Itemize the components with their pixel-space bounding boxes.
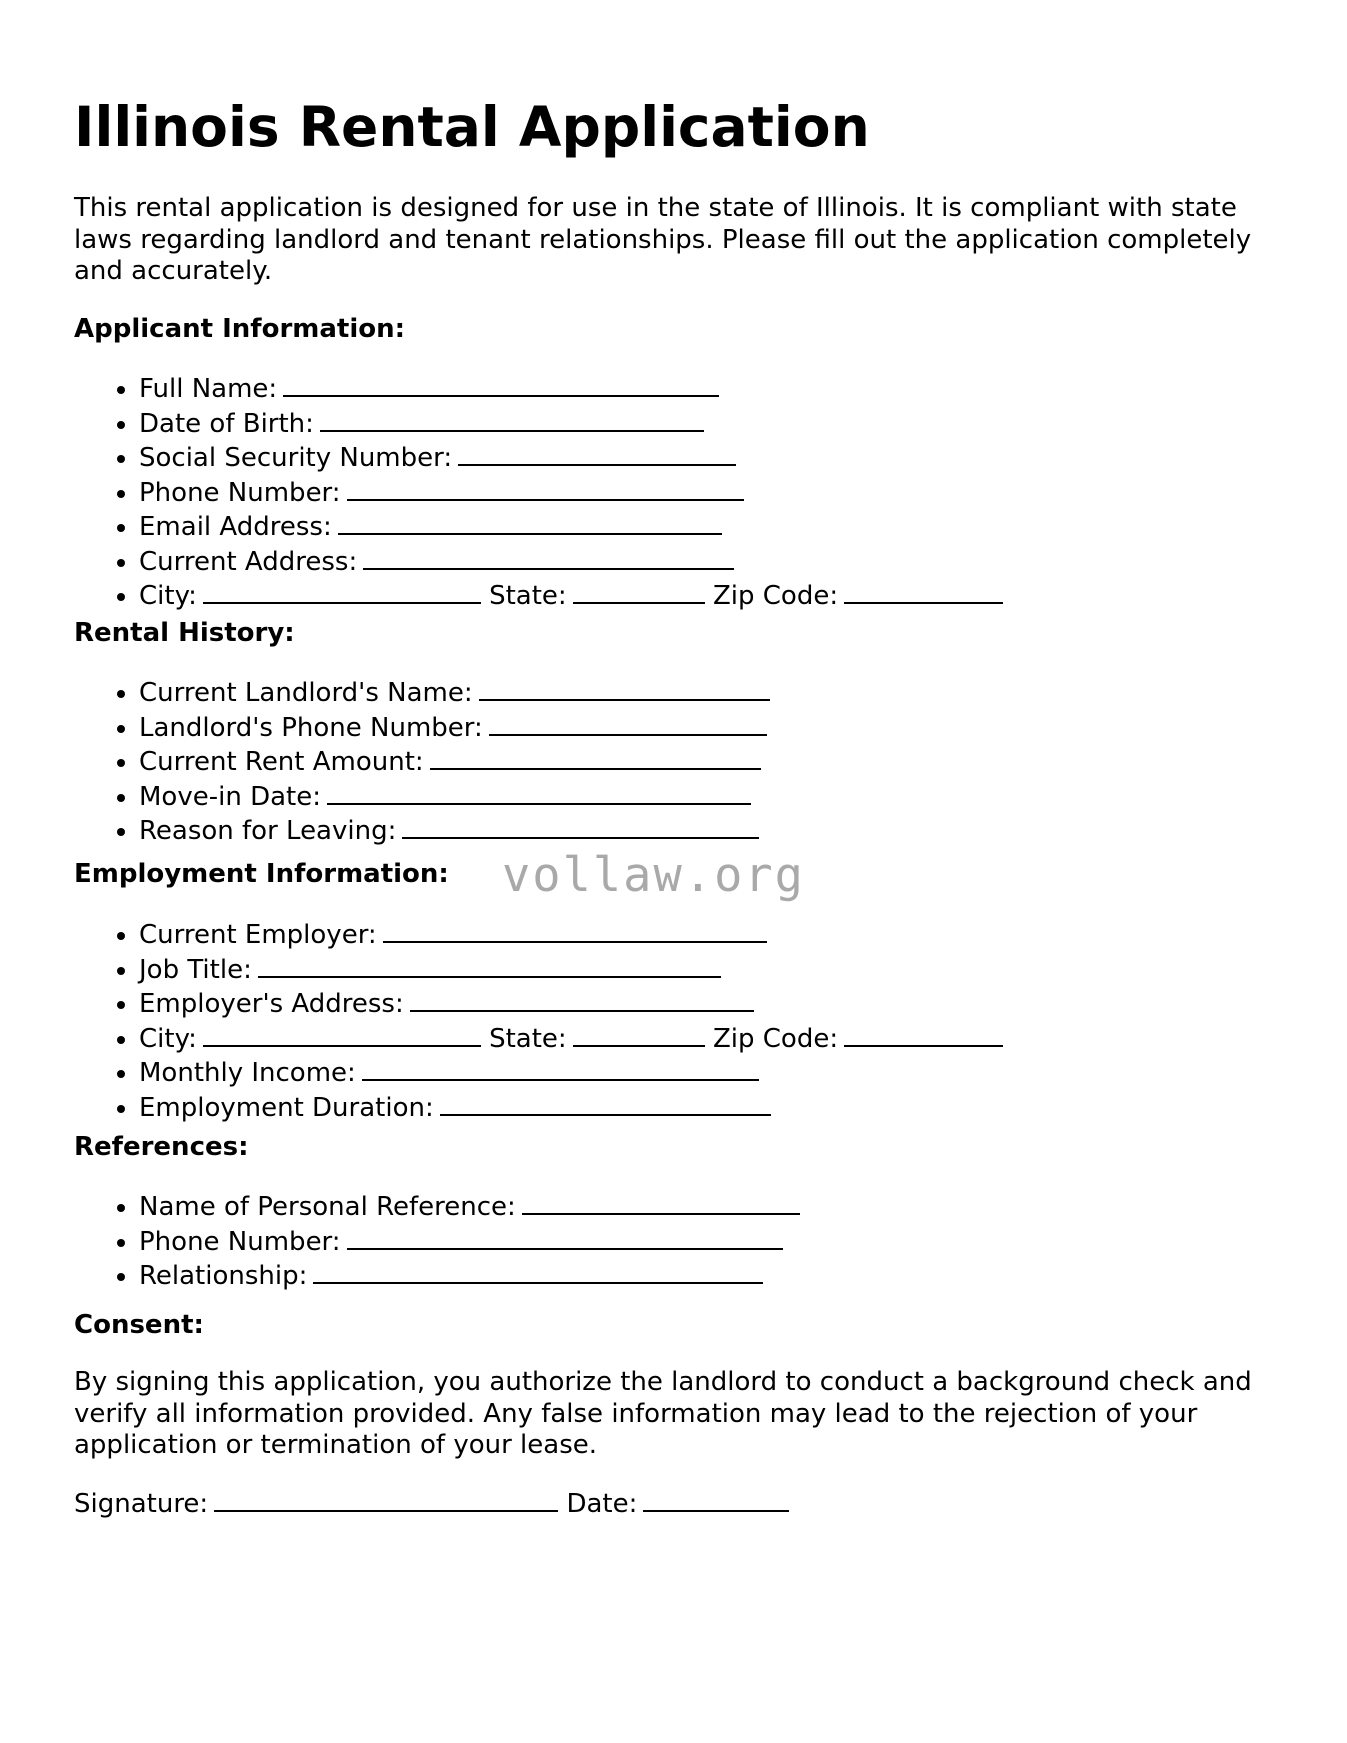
address-label: Current Address: — [139, 546, 358, 577]
landlord-name-field — [139, 675, 770, 710]
landlord-phone-field — [139, 710, 770, 745]
rent-blank[interactable] — [430, 744, 761, 770]
signature-row — [74, 1486, 789, 1521]
zip-label: Zip Code: — [712, 581, 839, 611]
consent-paragraph: By signing this application, you authorize the landlord to conduct a background check and verify all information provided. Any false information may lead to the rejection of your application or termination of your lease. — [74, 1367, 1252, 1460]
job-title-blank[interactable] — [258, 952, 721, 978]
ssn-blank[interactable] — [458, 440, 736, 466]
email-blank[interactable] — [338, 509, 722, 535]
full-name-field — [139, 371, 1003, 406]
employer-zip-blank[interactable] — [844, 1021, 1003, 1047]
job-title-label: Job Title: — [139, 954, 252, 985]
relationship-field — [139, 1258, 800, 1293]
applicant-heading: Applicant Information: — [74, 314, 406, 344]
duration-field — [139, 1090, 1003, 1125]
employer-city-blank[interactable] — [203, 1021, 481, 1047]
city-blank[interactable] — [203, 578, 481, 604]
phone-field — [139, 475, 1003, 510]
reason-label: Reason for Leaving: — [139, 816, 397, 846]
employer-city-label: City: — [139, 1023, 197, 1054]
watermark: vollaw.org — [502, 848, 805, 903]
ssn-field — [139, 440, 1003, 475]
dob-blank[interactable] — [320, 406, 704, 432]
landlord-phone-blank[interactable] — [489, 710, 767, 736]
signature-blank[interactable] — [214, 1486, 558, 1512]
rental-fields — [74, 675, 770, 848]
state-label: State: — [489, 581, 567, 611]
employer-address-field — [139, 986, 1003, 1021]
references-heading: References: — [74, 1132, 249, 1162]
move-in-blank[interactable] — [327, 779, 751, 805]
employer-field — [139, 917, 1003, 952]
dob-field — [139, 406, 1003, 441]
zip-blank[interactable] — [844, 578, 1003, 604]
employer-blank[interactable] — [383, 917, 767, 943]
rent-label: Current Rent Amount: — [139, 747, 424, 777]
date-label: Date: — [566, 1489, 638, 1519]
reference-phone-blank[interactable] — [347, 1224, 783, 1250]
employer-state-blank[interactable] — [573, 1021, 705, 1047]
move-in-field — [139, 779, 770, 814]
reference-name-blank[interactable] — [522, 1189, 800, 1215]
employment-heading: Employment Information: — [74, 859, 449, 889]
duration-blank[interactable] — [440, 1090, 771, 1116]
move-in-label: Move-in Date: — [139, 781, 321, 812]
reference-name-label: Name of Personal Reference: — [139, 1192, 516, 1222]
income-field — [139, 1055, 1003, 1090]
reference-phone-field — [139, 1224, 800, 1259]
consent-heading: Consent: — [74, 1310, 204, 1340]
reference-name-field — [139, 1189, 800, 1224]
full-name-label: Full Name: — [139, 374, 278, 404]
full-name-blank[interactable] — [283, 371, 719, 397]
landlord-name-blank[interactable] — [479, 675, 770, 701]
email-field — [139, 509, 1003, 544]
employment-fields — [74, 917, 1003, 1124]
reason-blank[interactable] — [402, 813, 759, 839]
landlord-name-label: Current Landlord's Name: — [139, 678, 473, 708]
applicant-fields — [74, 371, 1003, 613]
document-title: Illinois Rental Application — [74, 95, 870, 159]
phone-label: Phone Number: — [139, 477, 341, 508]
ssn-label: Social Security Number: — [139, 443, 453, 473]
landlord-phone-label: Landlord's Phone Number: — [139, 712, 483, 743]
reference-phone-label: Phone Number: — [139, 1226, 341, 1257]
rental-heading: Rental History: — [74, 618, 295, 648]
signature-label: Signature: — [74, 1489, 209, 1519]
email-label: Email Address: — [139, 512, 332, 542]
dob-label: Date of Birth: — [139, 408, 314, 439]
address-field — [139, 544, 1003, 579]
city-state-zip-field — [139, 578, 1003, 613]
employer-city-state-zip-field — [139, 1021, 1003, 1056]
date-blank[interactable] — [643, 1486, 789, 1512]
relationship-blank[interactable] — [313, 1258, 763, 1284]
intro-paragraph: This rental application is designed for use in the state of Illinois. It is compliant with state laws regarding landlord and tenant relationships. Please fill out the application completely and accurately. — [74, 193, 1252, 286]
city-label: City: — [139, 581, 197, 611]
employer-address-label: Employer's Address: — [139, 989, 404, 1019]
income-label: Monthly Income: — [139, 1058, 356, 1088]
employer-zip-label: Zip Code: — [712, 1023, 839, 1054]
rent-field — [139, 744, 770, 779]
address-blank[interactable] — [363, 544, 734, 570]
phone-blank[interactable] — [347, 475, 744, 501]
job-title-field — [139, 952, 1003, 987]
reason-field — [139, 813, 770, 848]
duration-label: Employment Duration: — [139, 1092, 434, 1123]
state-blank[interactable] — [573, 578, 705, 604]
references-fields — [74, 1189, 800, 1293]
employer-label: Current Employer: — [139, 920, 377, 950]
income-blank[interactable] — [362, 1055, 759, 1081]
employer-state-label: State: — [489, 1023, 567, 1054]
employer-address-blank[interactable] — [410, 986, 754, 1012]
relationship-label: Relationship: — [139, 1261, 308, 1291]
